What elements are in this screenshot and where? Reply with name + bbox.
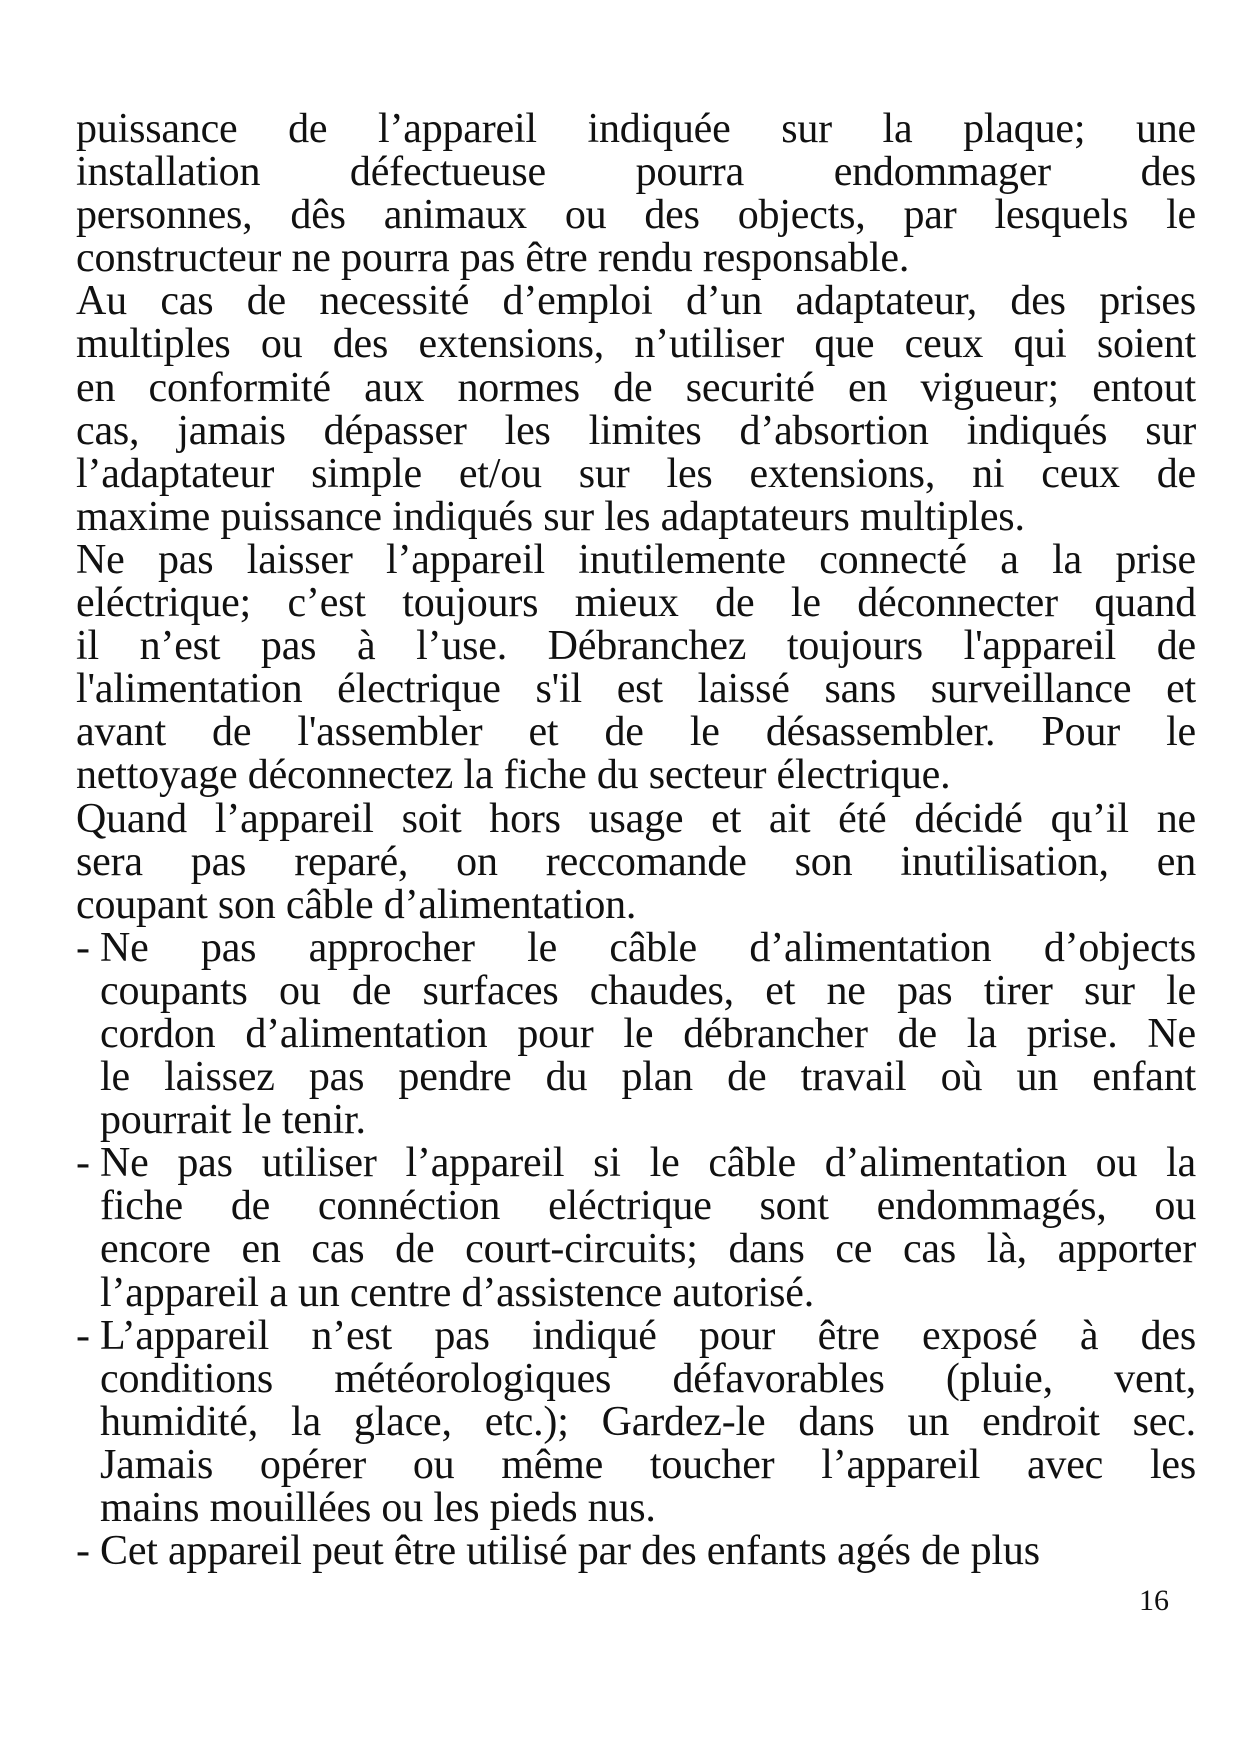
text-line: installation défectueuse pourra endommager des [76,149,1196,196]
text-line: avant de l'assembler et de le désassembler. Pour le [76,709,1196,756]
text-line: eléctrique; c’est toujours mieux de le déconnecter quand [76,580,1196,627]
text-line: fiche de connéction eléctrique sont endommagés, ou [100,1183,1196,1230]
text-line: encore en cas de court-circuits; dans ce cas là, apporter [100,1226,1196,1273]
text-line: l’adaptateur simple et/ou sur les extensions, ni ceux de [76,450,1196,497]
text-line: Ne pas utiliser l’appareil si le câble d’alimentation ou la [100,1140,1196,1187]
text-line: Quand l’appareil soit hors usage et ait été décidé qu’il ne [76,795,1196,842]
page-number: 16 [1139,1584,1169,1617]
body-text [76,108,1196,1573]
paragraph [76,795,1196,928]
text-line: il n’est pas à l’use. Débranchez toujours l'appareil de [76,623,1196,670]
text-line: nettoyage déconnectez la fiche du secteur électrique. [76,752,951,799]
text-line: Jamais opérer ou même toucher l’appareil avec les [100,1441,1196,1488]
text-line: coupant son câble d’alimentation. [76,881,637,928]
bullet-dash: - [76,1528,90,1575]
text-line: constructeur ne pourra pas être rendu responsable. [76,235,910,282]
text-line: personnes, dês animaux ou des objects, par lesquels le [76,192,1196,239]
paragraph [76,280,1196,539]
bullet-dash: - [76,924,90,971]
text-line: L’appareil n’est pas indiqué pour être exposé à des [100,1312,1196,1359]
bullet-item [76,1312,1196,1531]
text-line: cas, jamais dépasser les limites d’absortion indiqués sur [76,407,1196,454]
text-line: le laissez pas pendre du plan de travail où un enfant [100,1054,1196,1101]
paragraph [76,108,1196,280]
text-line: coupants ou de surfaces chaudes, et ne pas tirer sur le [100,967,1196,1014]
text-line: Au cas de necessité d’emploi d’un adaptateur, des prises [76,278,1196,325]
paragraph [76,536,1196,799]
text-line: l’appareil a un centre d’assistence autorisé. [100,1269,815,1316]
text-line: Cet appareil peut être utilisé par des enfants agés de plus [100,1528,1040,1575]
text-line: pourrait le tenir. [100,1097,366,1144]
text-line: Ne pas approcher le câble d’alimentation d’objects [100,924,1196,971]
text-line: puissance de l’appareil indiquée sur la plaque; une [76,106,1196,152]
text-line: cordon d’alimentation pour le débrancher de la prise. Ne [100,1010,1196,1057]
bullet-item [76,924,1196,1144]
text-line: maxime puissance indiqués sur les adaptateurs multiples. [76,493,1025,540]
text-line: sera pas reparé, on reccomande son inutilisation, en [76,838,1196,885]
text-line: Ne pas laisser l’appareil inutilemente connecté a la prise [76,536,1196,583]
text-line: l'alimentation électrique s'il est laissé sans surveillance et [76,666,1196,713]
text-line: conditions météorologiques défavorables (pluie, vent, [100,1355,1196,1402]
bullet-item [76,1530,1196,1573]
bullet-dash: - [76,1140,90,1187]
text-line: humidité, la glace, etc.); Gardez-le dans un endroit sec. [100,1398,1196,1445]
text-line: mains mouillées ou les pieds nus. [100,1485,656,1531]
bullet-dash: - [76,1312,90,1359]
text-line: multiples ou des extensions, n’utiliser que ceux qui soient [76,321,1196,368]
text-line: en conformité aux normes de securité en vigueur; entout [76,364,1196,411]
bullet-item [76,1142,1196,1314]
